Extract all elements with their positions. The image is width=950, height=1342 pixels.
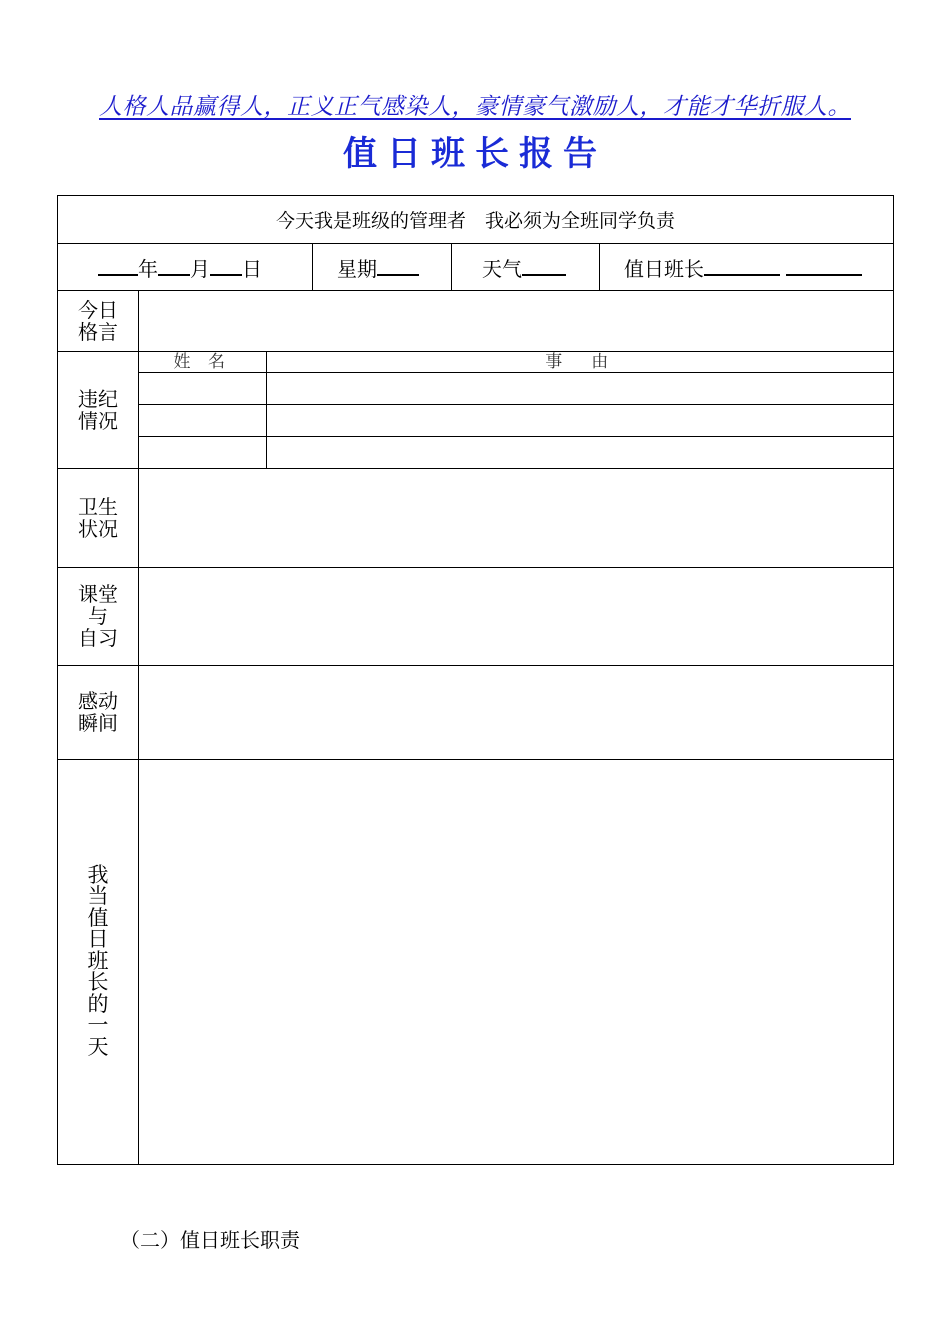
- class-label-line1: 课堂: [78, 582, 118, 606]
- date-cell[interactable]: [58, 244, 313, 291]
- day-label-char: 日: [87, 927, 109, 952]
- month-blank[interactable]: [158, 270, 190, 276]
- discipline-label-line2: 情况: [78, 408, 118, 433]
- monitor-cell[interactable]: [600, 244, 894, 291]
- monitor-label: 值日班长: [624, 256, 704, 281]
- day-row-label: [58, 759, 139, 1164]
- reason-input-1[interactable]: [266, 373, 893, 405]
- weekday-cell[interactable]: [313, 244, 452, 291]
- day-label-char: 一: [87, 1013, 109, 1038]
- reason-column-header: 事 由: [266, 352, 893, 373]
- day-label-char: 长: [87, 970, 109, 995]
- day-label-char: 天: [87, 1034, 109, 1059]
- motto-input-area[interactable]: [139, 291, 894, 352]
- class-label-line2: 与: [88, 604, 108, 628]
- day-label-char: 我: [87, 862, 109, 887]
- day-label-char: 的: [87, 991, 109, 1016]
- class-row-label: [58, 567, 139, 665]
- section-heading: （二）值日班长职责: [120, 1228, 300, 1252]
- hygiene-input-area[interactable]: [139, 468, 894, 567]
- motto-heading: 人格人品赢得人，正义正气感染人，豪情豪气激励人，才能才华折服人。: [99, 94, 851, 120]
- monitor-blank-2[interactable]: [786, 270, 862, 276]
- month-label: 月: [190, 256, 210, 281]
- reason-input-3[interactable]: [266, 437, 893, 468]
- discipline-label-line1: 违纪: [78, 386, 118, 411]
- class-input-area[interactable]: [139, 567, 894, 665]
- class-label-line3: 自习: [78, 626, 118, 650]
- motto-row-label: [58, 291, 139, 352]
- report-form: [57, 195, 894, 1165]
- day-input-area[interactable]: [139, 759, 894, 1164]
- moment-label-line1: 感动: [78, 689, 118, 713]
- monitor-blank-1[interactable]: [704, 270, 780, 276]
- reason-input-2[interactable]: [266, 405, 893, 437]
- name-input-2[interactable]: [139, 405, 266, 437]
- day-label-char: 当: [87, 884, 109, 909]
- slogan-text: 今天我是班级的管理者 我必须为全班同学负责: [276, 210, 676, 232]
- moment-row-label: [58, 665, 139, 759]
- hygiene-label-line1: 卫生: [78, 494, 118, 519]
- weather-cell[interactable]: [452, 244, 600, 291]
- discipline-grid: [139, 352, 893, 468]
- motto-label-line1: 今日: [78, 298, 118, 322]
- hygiene-row-label: [58, 468, 139, 567]
- weekday-label: 星期: [337, 256, 377, 281]
- moment-label-line2: 瞬间: [78, 711, 118, 735]
- day-label: 日: [242, 256, 262, 281]
- year-label: 年: [138, 256, 158, 281]
- motto-label-line2: 格言: [78, 320, 118, 344]
- discipline-row-label: [58, 352, 139, 469]
- name-column-header: 姓 名: [139, 352, 266, 373]
- day-blank[interactable]: [210, 270, 242, 276]
- name-input-3[interactable]: [139, 437, 266, 468]
- weekday-blank[interactable]: [377, 270, 419, 276]
- discipline-grid-cell: [139, 352, 894, 469]
- slogan-cell: [58, 196, 894, 244]
- hygiene-label-line2: 状况: [78, 516, 118, 541]
- day-label-char: 班: [87, 948, 109, 973]
- day-label-char: 值: [87, 905, 109, 930]
- page-title: 值日班长报告: [343, 134, 607, 174]
- moment-input-area[interactable]: [139, 665, 894, 759]
- name-input-1[interactable]: [139, 373, 266, 405]
- year-blank[interactable]: [98, 270, 138, 276]
- weather-label: 天气: [482, 256, 522, 281]
- weather-blank[interactable]: [522, 270, 566, 276]
